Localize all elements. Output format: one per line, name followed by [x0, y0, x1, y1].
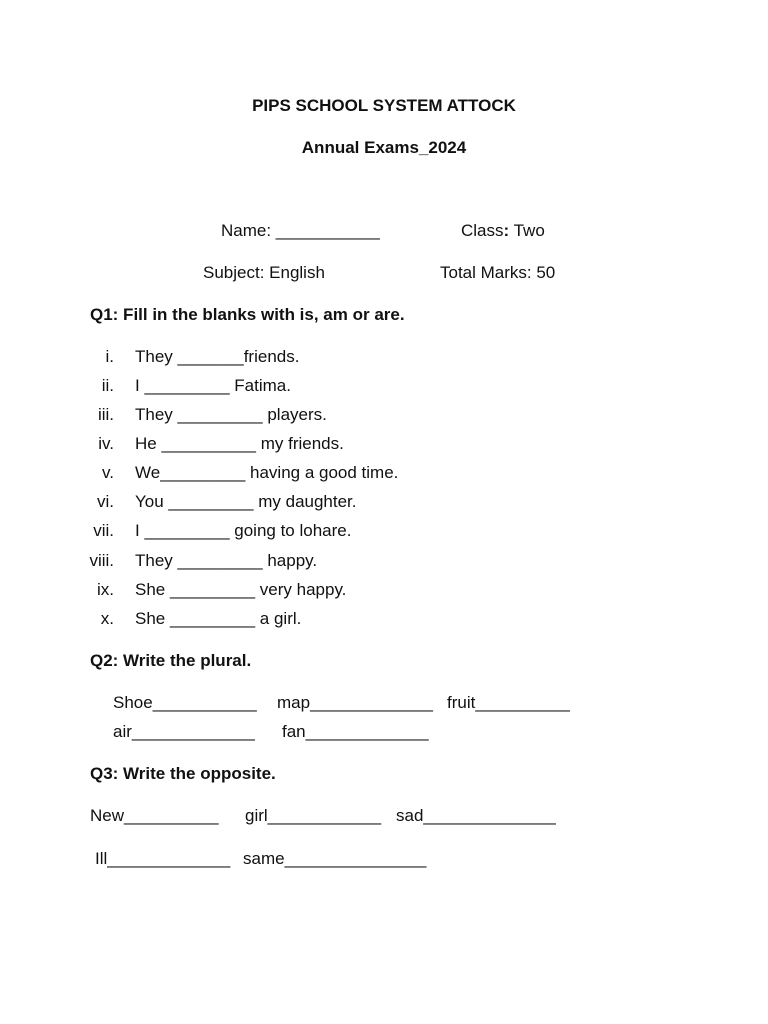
q1-item-number: vii.: [93, 521, 114, 540]
class-value: Two: [509, 221, 545, 240]
q1-item-number: i.: [105, 347, 114, 366]
subject-line: Subject: English: [203, 263, 325, 282]
class-colon: :: [503, 221, 510, 240]
q1-item-text: She _________ very happy.: [135, 580, 347, 599]
q2-word-blank: Shoe___________: [113, 693, 257, 712]
q2-word-blank: fan_____________: [282, 722, 429, 741]
school-title: PIPS SCHOOL SYSTEM ATTOCK: [252, 96, 516, 115]
exam-title: Annual Exams_2024: [301, 138, 467, 157]
q3-word-blank: girl____________: [245, 806, 382, 825]
q1-item-text: I _________ Fatima.: [135, 376, 291, 395]
q3-word-blank: sad______________: [396, 806, 556, 825]
q1-item-text: I _________ going to lohare.: [135, 521, 352, 540]
total-marks-line: Total Marks: 50: [440, 263, 556, 282]
q2-heading: Q2: Write the plural.: [90, 651, 252, 670]
q2-word-blank: air_____________: [113, 722, 255, 741]
q1-item-text: She _________ a girl.: [135, 609, 302, 628]
q1-item-number: ii.: [101, 376, 114, 395]
class-line: [461, 220, 545, 242]
q1-item-text: They _________ players.: [135, 405, 327, 424]
q1-item-number: vi.: [97, 492, 114, 511]
q1-item-number: v.: [102, 463, 114, 482]
q1-item-number: x.: [100, 609, 114, 628]
q3-word-blank: Ill_____________: [95, 849, 231, 868]
name-field-line: Name: ___________: [221, 221, 380, 240]
q1-item-text: He __________ my friends.: [135, 434, 344, 453]
q1-item-number: ix.: [97, 580, 114, 599]
q3-heading: Q3: Write the opposite.: [90, 764, 276, 783]
q1-item-text: We_________ having a good time.: [135, 463, 399, 482]
q1-item-text: They _______friends.: [135, 347, 300, 366]
q1-item-number: viii.: [89, 551, 114, 570]
q2-word-blank: map_____________: [277, 693, 433, 712]
q1-item-number: iii.: [97, 405, 114, 424]
q1-item-text: You _________ my daughter.: [135, 492, 357, 511]
class-label: Class: [461, 221, 504, 240]
q1-item-text: They _________ happy.: [135, 551, 318, 570]
q2-word-blank: fruit__________: [447, 693, 570, 712]
q3-word-blank: New__________: [90, 806, 219, 825]
q1-heading: Q1: Fill in the blanks with is, am or are.: [90, 305, 405, 324]
q3-word-blank: same_______________: [243, 849, 427, 868]
q1-item-number: iv.: [98, 434, 114, 453]
